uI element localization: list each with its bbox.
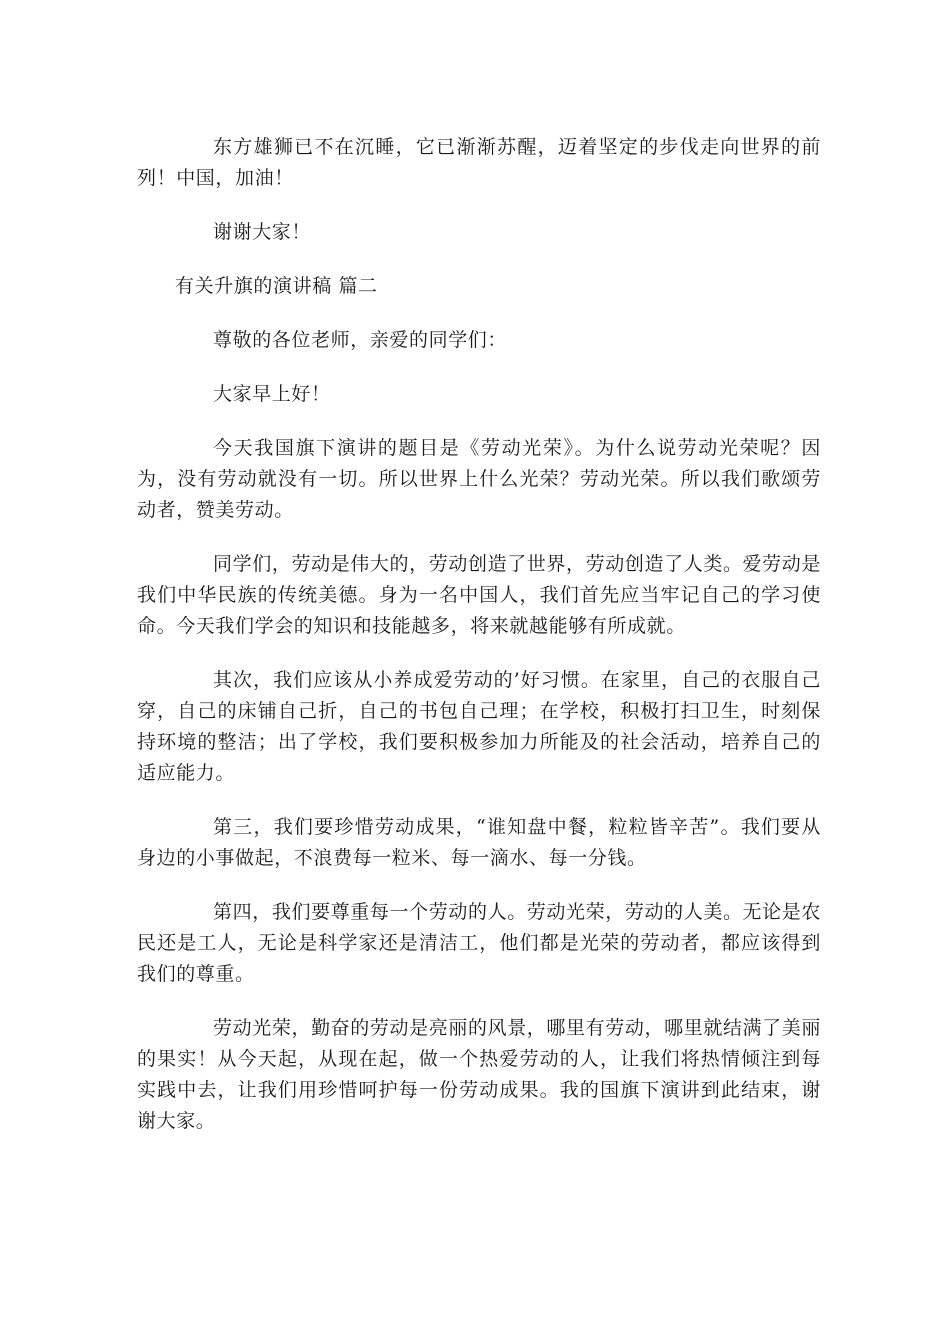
thanks-paragraph: 谢谢大家！ (213, 221, 312, 243)
body-paragraph: 劳动光荣，勤奋的劳动是亮丽的风景，哪里有劳动，哪里就结满了美丽的果实！从今天起，从现在起，做一个热爱劳动的人，让我们将热情倾注到每实践中去，让我们用珍惜呵护每一份劳动成果。我的国旗下演讲到此结束，谢谢大家。 (137, 1017, 821, 1132)
body-paragraph: 第三，我们要珍惜劳动成果，“谁知盘中餐，粒粒皆辛苦”。我们要从身边的小事做起，不浪费每一粒米、每一滴水、每一分钱。 (137, 816, 821, 869)
salutation-paragraph: 尊敬的各位老师，亲爱的同学们： (213, 329, 508, 351)
greeting-paragraph: 大家早上好！ (213, 383, 331, 405)
body-paragraph: 同学们，劳动是伟大的，劳动创造了世界，劳动创造了人类。爱劳动是我们中华民族的传统美德。身为一名中国人，我们首先应当牢记自己的学习使命。今天我们学会的知识和技能越多，将来就越能够有所成就。 (137, 553, 821, 637)
body-paragraph: 第四，我们要尊重每一个劳动的人。劳动光荣，劳动的人美。无论是农民还是工人，无论是科学家还是清洁工，他们都是光荣的劳动者，都应该得到我们的尊重。 (137, 901, 821, 985)
document-page (137, 132, 821, 1137)
body-paragraph: 其次，我们应该从小养成爱劳动的’好习惯。在家里，自己的衣服自己穿，自己的床铺自己折，自己的书包自己理；在学校，积极打扫卫生，时刻保持环境的整洁；出了学校，我们要积极参加力所能及的社会活动，培养自己的适应能力。 (137, 669, 821, 784)
body-paragraph: 今天我国旗下演讲的题目是《劳动光荣》。为什么说劳动光荣呢？因为，没有劳动就没有一切。所以世界上什么光荣？劳动光荣。所以我们歌颂劳动者，赞美劳动。 (137, 437, 821, 521)
section-title: 有关升旗的演讲稿 篇二 (175, 275, 378, 297)
closing-paragraph: 东方雄狮已不在沉睡，它已渐渐苏醒，迈着坚定的步伐走向世界的前列！中国，加油！ (137, 136, 821, 189)
